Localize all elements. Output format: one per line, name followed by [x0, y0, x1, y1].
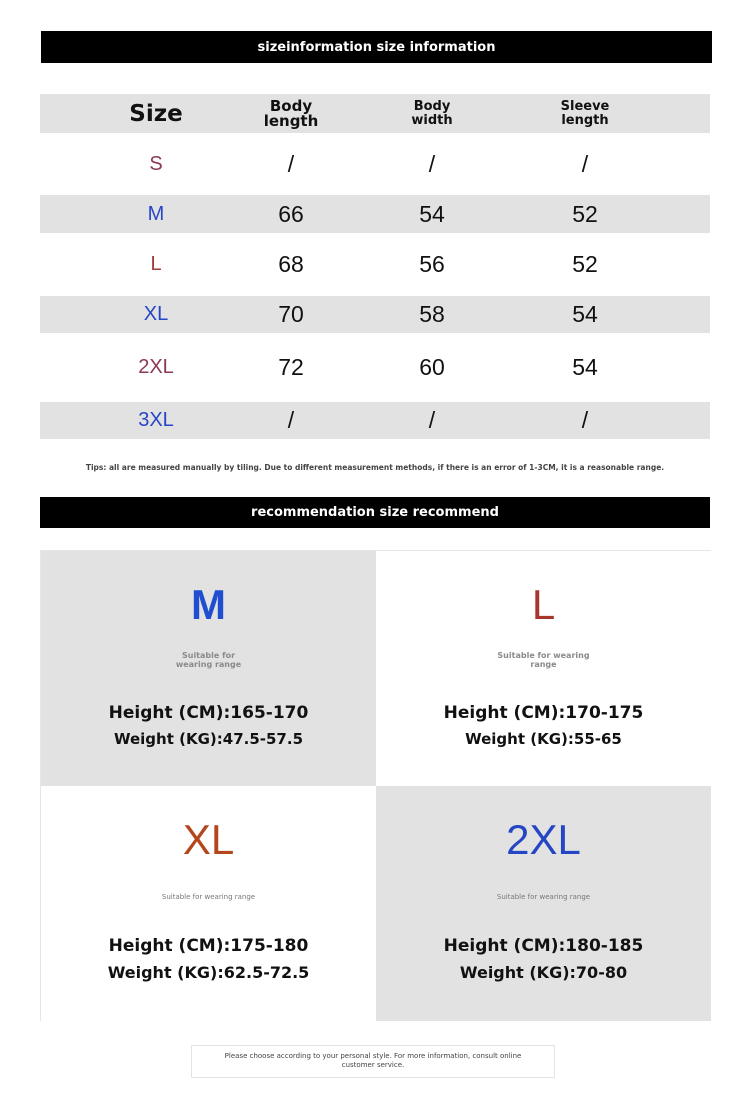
body-width-cell: 60 [419, 354, 445, 380]
recommend-card-xl [41, 786, 376, 1021]
suitable-label: Suitable for wearing range [161, 893, 256, 901]
size-cell: 3XL [138, 409, 174, 431]
size-cell: S [149, 152, 163, 175]
recommend-card-l [376, 551, 711, 786]
weight-range: Weight (KG):47.5-57.5 [113, 730, 304, 748]
table-row [40, 233, 710, 296]
recommend-size-letter: M [191, 581, 226, 628]
sleeve-length-cell: 52 [572, 200, 598, 227]
size-information-header: sizeinformation size information [41, 31, 712, 63]
table-row [40, 133, 710, 195]
body-length-cell: 72 [278, 354, 304, 380]
body-length-cell: / [287, 407, 295, 433]
sleeve-length-cell: / [581, 407, 589, 433]
recommend-card-m [41, 551, 376, 786]
footer-line: Please choose according to your personal style. For more information, consult online [224, 1052, 522, 1060]
height-range: Height (CM):180-185 [443, 936, 644, 956]
body-width-cell: 58 [419, 301, 445, 327]
header-size: Size [129, 100, 183, 127]
footer-line: customer service. [341, 1061, 405, 1069]
size-cell: 2XL [138, 356, 174, 378]
recommend-size-letter: L [531, 581, 556, 628]
table-row [40, 296, 710, 333]
recommend-size-letter: XL [182, 816, 235, 863]
suitable-label: Suitable for wearing range [497, 651, 590, 669]
weight-range: Weight (KG):62.5-72.5 [107, 963, 310, 982]
body-width-cell: 54 [419, 200, 445, 227]
body-length-cell: 70 [278, 301, 304, 327]
size-table [40, 94, 710, 439]
table-header-row [40, 94, 710, 133]
recommend-size-letter: 2XL [506, 816, 581, 863]
table-row [40, 333, 710, 402]
weight-range: Weight (KG):55-65 [465, 730, 622, 748]
body-length-cell: 66 [278, 200, 304, 227]
recommendation-header: recommendation size recommend [40, 497, 710, 528]
body-width-cell: / [428, 407, 436, 433]
size-cell: L [150, 253, 162, 275]
recommend-card-2xl [376, 786, 711, 1021]
footer-note [191, 1045, 555, 1078]
height-range: Height (CM):175-180 [108, 936, 309, 956]
body-length-cell: 68 [278, 251, 304, 277]
header-body-length: Body length [263, 96, 319, 130]
sleeve-length-cell: 54 [572, 301, 598, 327]
body-length-cell: / [287, 150, 295, 177]
sleeve-length-cell: 52 [572, 251, 598, 277]
table-row [40, 195, 710, 233]
recommendation-grid [40, 550, 711, 1021]
height-range: Height (CM):170-175 [443, 703, 644, 723]
body-width-cell: 56 [419, 251, 445, 277]
suitable-label: Suitable for wearing range [496, 893, 591, 901]
sleeve-length-cell: 54 [572, 354, 598, 380]
height-range: Height (CM):165-170 [108, 703, 309, 723]
table-row [40, 402, 710, 439]
sleeve-length-cell: / [581, 150, 589, 177]
header-sleeve-length: Sleeve length [560, 98, 610, 128]
body-width-cell: / [428, 150, 436, 177]
measurement-tips: Tips: all are measured manually by tiling. Due to different measurement methods, if there is an error of 1-3CM, it is a reasonable range. [85, 463, 665, 472]
header-body-width: Body width [411, 98, 453, 128]
size-cell: M [147, 202, 165, 225]
size-cell: XL [143, 303, 169, 325]
suitable-label: Suitable for wearing range [175, 651, 242, 669]
weight-range: Weight (KG):70-80 [459, 963, 628, 982]
